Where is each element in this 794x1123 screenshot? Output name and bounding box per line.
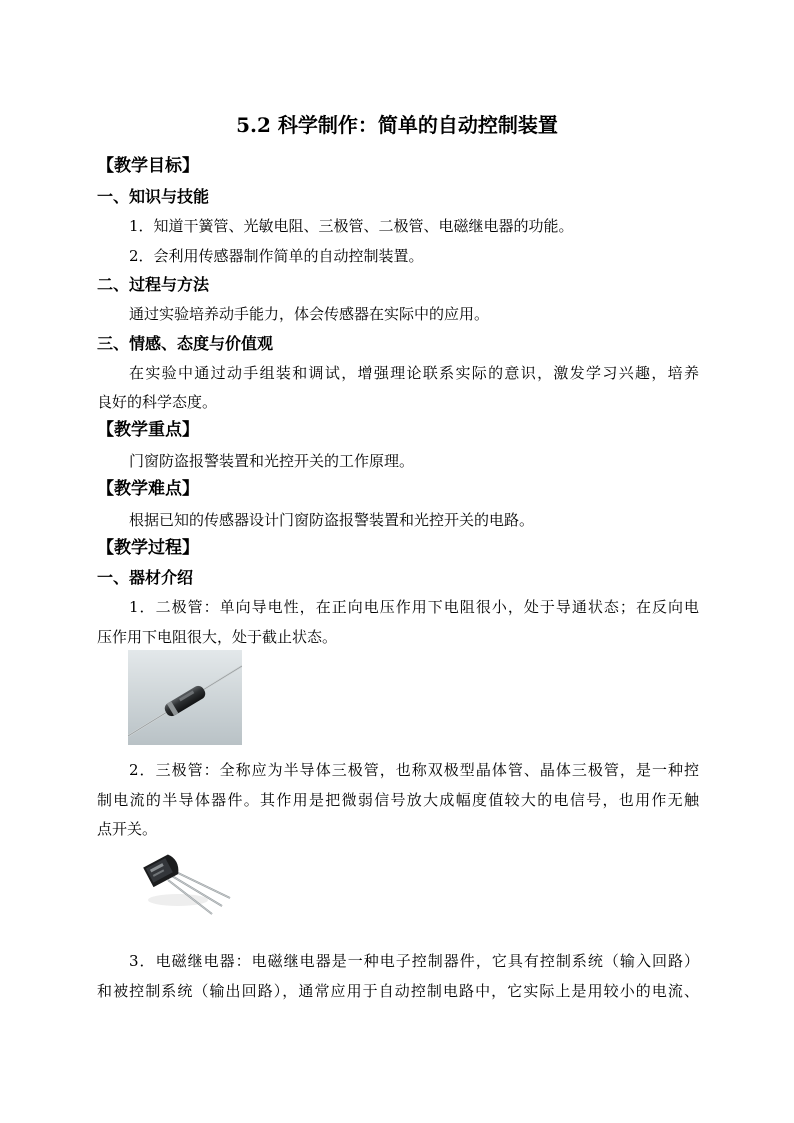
transistor-text-line-3: 点开关。	[97, 820, 158, 838]
difficulties-text: 根据已知的传感器设计门窗防盗报警装置和光控开关的电路。	[129, 511, 535, 529]
diode-text-line-1: 1．二极管：单向导电性，在正向电压作用下电阻很小，处于导通状态；在反向电	[129, 598, 699, 616]
transistor-text-line-1: 2．三极管：全称应为半导体三极管，也称双极型晶体管、晶体三极管，是一种控	[129, 761, 699, 779]
diode-illustration	[128, 650, 242, 745]
objectives-heading: 【教学目标】	[97, 156, 199, 176]
relay-text-line-1: 3．电磁继电器：电磁继电器是一种电子控制器件，它具有控制系统（输入回路）	[129, 952, 699, 970]
key-points-text: 门窗防盗报警装置和光控开关的工作原理。	[129, 452, 415, 470]
process-method-text: 通过实验培养动手能力，体会传感器在实际中的应用。	[129, 305, 490, 323]
teaching-process-heading: 【教学过程】	[97, 538, 199, 558]
diode-text-line-2: 压作用下电阻很大，处于截止状态。	[97, 628, 338, 646]
document-title: 5.2 科学制作：简单的自动控制装置	[236, 113, 558, 137]
knowledge-skills-heading: 一、知识与技能	[97, 187, 210, 206]
transistor-text-line-2: 制电流的半导体器件。其作用是把微弱信号放大成幅度值较大的电信号，也用作无触	[97, 791, 699, 809]
relay-text-line-2: 和被控制系统（输出回路），通常应用于自动控制电路中，它实际上是用较小的电流、	[97, 982, 699, 1000]
objective-item-2: 2．会利用传感器制作简单的自动控制装置。	[129, 247, 424, 265]
process-method-heading: 二、过程与方法	[97, 275, 210, 294]
difficulties-heading: 【教学难点】	[97, 479, 199, 499]
attitude-text-line-1: 在实验中通过动手组装和调试，增强理论联系实际的意识，激发学习兴趣，培养	[129, 364, 699, 382]
transistor-photo	[128, 842, 240, 934]
key-points-heading: 【教学重点】	[97, 420, 199, 440]
attitude-text-line-2: 良好的科学态度。	[97, 393, 218, 411]
transistor-illustration	[128, 842, 240, 934]
equipment-intro-heading: 一、器材介绍	[97, 568, 194, 587]
diode-photo	[128, 650, 242, 745]
attitude-values-heading: 三、情感、态度与价值观	[97, 334, 274, 353]
objective-item-1: 1．知道干簧管、光敏电阻、三极管、二极管、电磁继电器的功能。	[129, 217, 574, 235]
